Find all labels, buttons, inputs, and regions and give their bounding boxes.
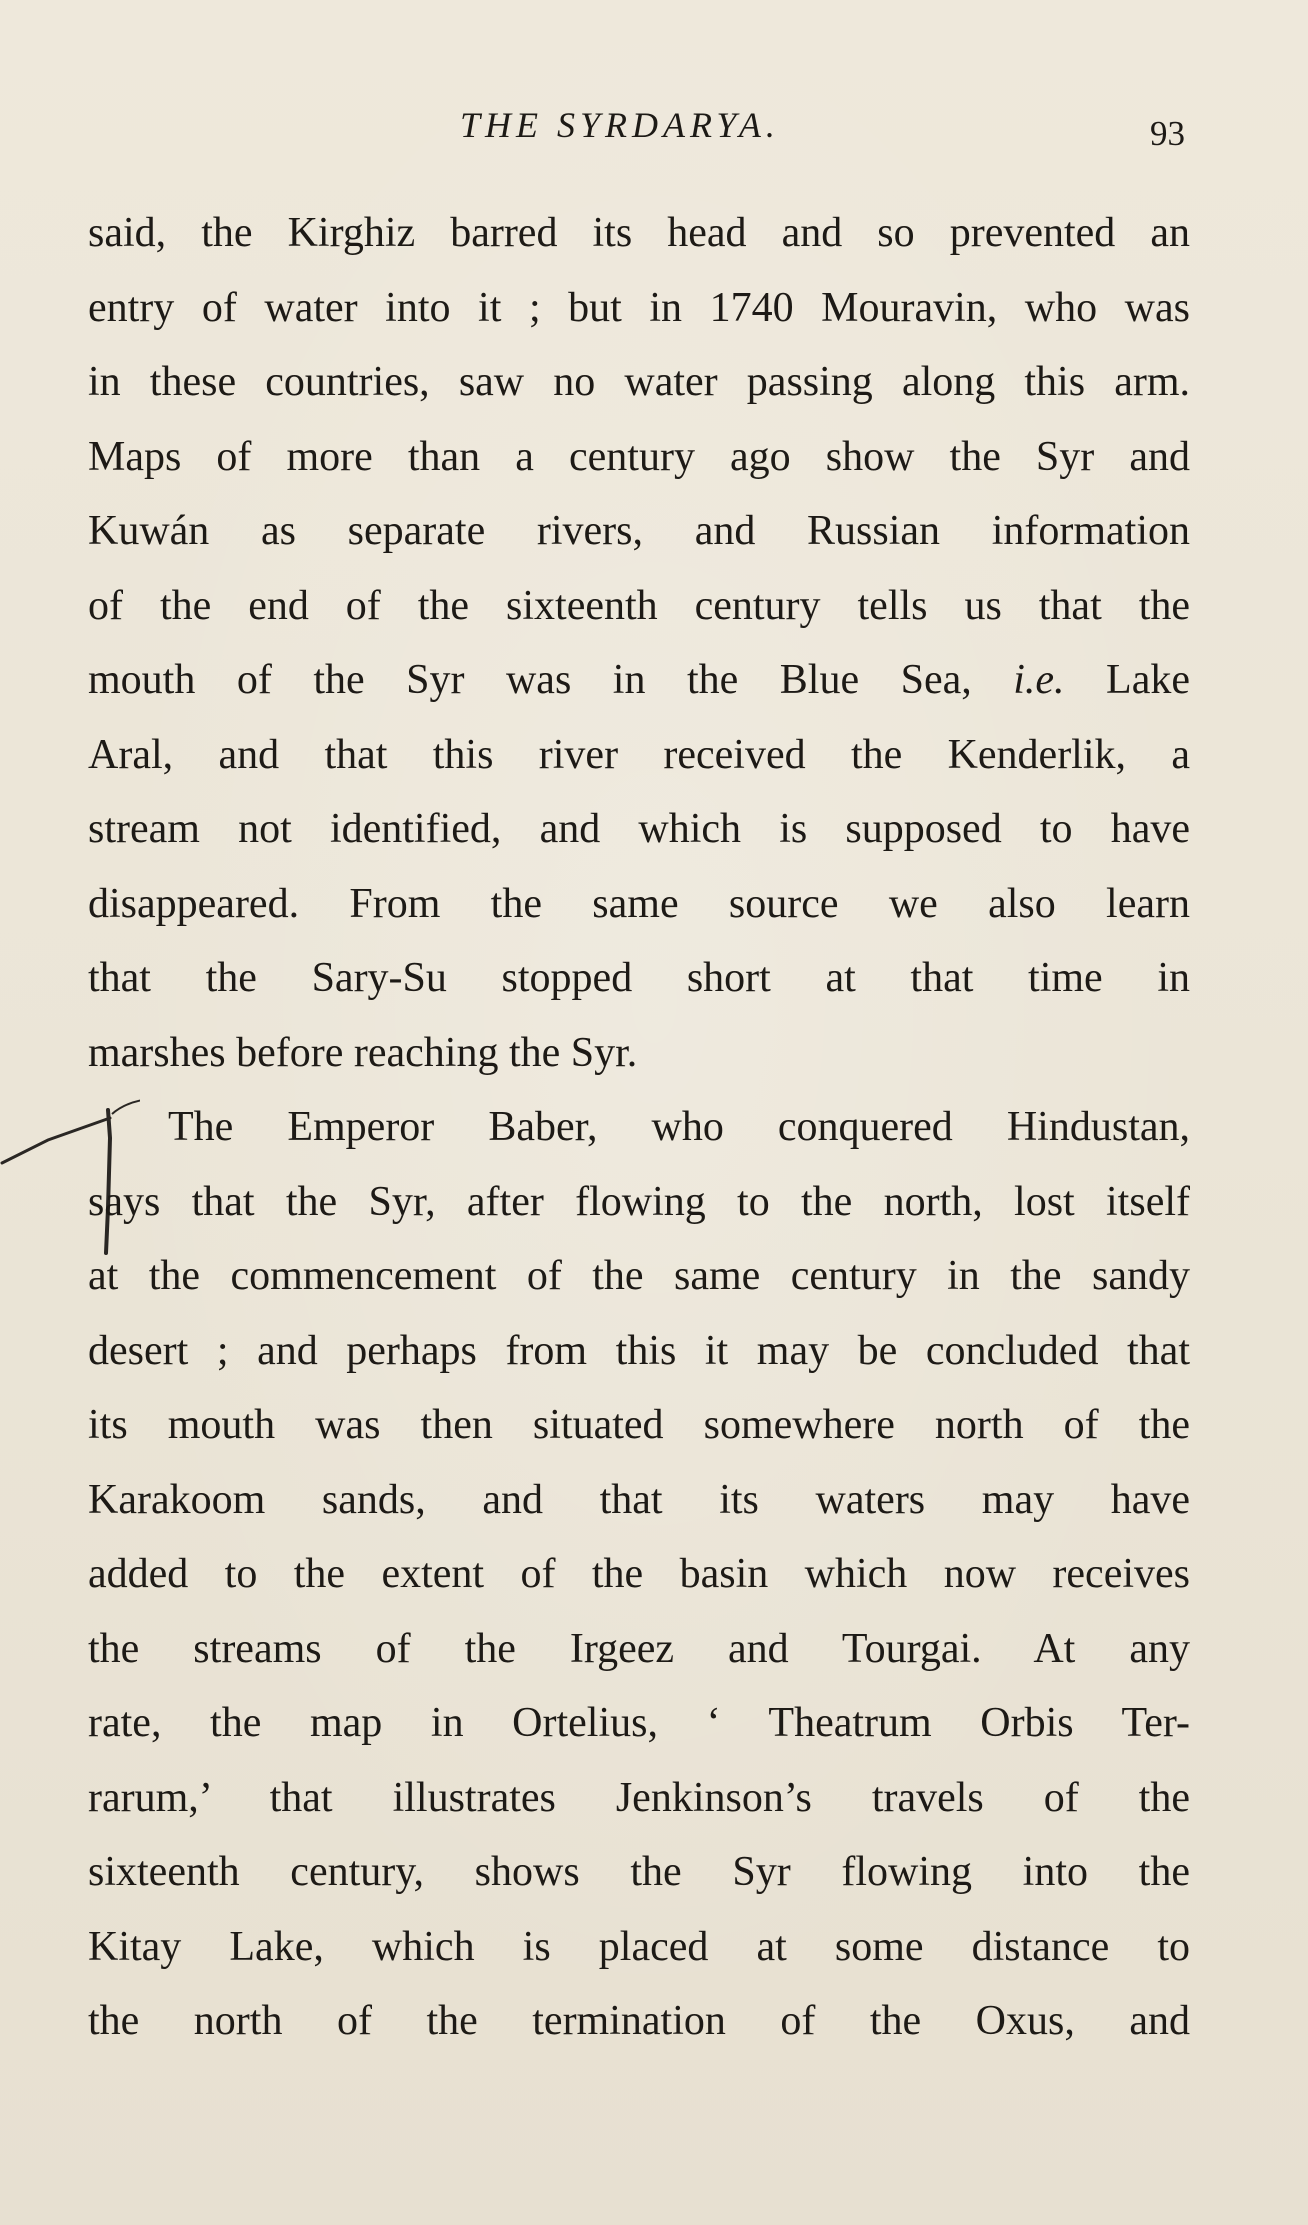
running-head	[0, 104, 1308, 154]
text-segment: Lake	[1064, 657, 1190, 703]
text-line: rarum,’ that illustrates Jenkinson’s travels of the	[88, 1774, 1190, 1821]
text-line: said, the Kirghiz barred its head and so prevented an	[88, 210, 1190, 256]
text-line: Kitay Lake, which is placed at some distance to	[88, 1923, 1190, 1970]
text-line: rate, the map in Ortelius, ‘ Theatrum Orbis Ter-	[88, 1700, 1190, 1746]
text-line	[88, 643, 1190, 718]
text-line: marshes before reaching the Syr.	[88, 1029, 638, 1076]
text-segment: mouth of the Syr was in the Blue Sea,	[88, 657, 1014, 703]
running-title: THE SYRDARYA.	[460, 105, 780, 145]
text-line: The Emperor Baber, who conquered Hindustan,	[168, 1104, 1190, 1150]
text-line: added to the extent of the basin which now receives	[88, 1551, 1190, 1597]
text-line: disappeared. From the same source we also learn	[88, 880, 1190, 927]
text-line: Maps of more than a century ago show the Syr and	[88, 433, 1190, 480]
text-line: its mouth was then situated somewhere north of the	[88, 1402, 1190, 1448]
text-line: of the end of the sixteenth century tells us that the	[88, 582, 1190, 629]
text-line: the north of the termination of the Oxus, and	[88, 1998, 1190, 2044]
body-text	[88, 196, 1190, 2059]
text-line: Aral, and that this river received the Kenderlik, a	[88, 731, 1190, 778]
page-number: 93	[1150, 114, 1185, 153]
text-line: Karakoom sands, and that its waters may have	[88, 1476, 1190, 1523]
text-line: stream not identified, and which is supposed to have	[88, 806, 1190, 852]
text-line: that the Sary-Su stopped short at that time in	[88, 955, 1190, 1001]
text-line: in these countries, saw no water passing along this arm.	[88, 359, 1190, 405]
text-line: at the commencement of the same century in the sandy	[88, 1253, 1190, 1299]
text-line: desert ; and perhaps from this it may be concluded that	[88, 1327, 1190, 1374]
text-line: Kuwán as separate rivers, and Russian information	[88, 508, 1190, 554]
text-line: entry of water into it ; but in 1740 Mouravin, who was	[88, 284, 1190, 331]
text-line: says that the Syr, after flowing to the north, lost itself	[88, 1178, 1190, 1225]
italic-abbreviation: i.e.	[1013, 657, 1065, 703]
text-line: the streams of the Irgeez and Tourgai. At any	[88, 1625, 1190, 1672]
text-line: sixteenth century, shows the Syr flowing into the	[88, 1849, 1190, 1895]
